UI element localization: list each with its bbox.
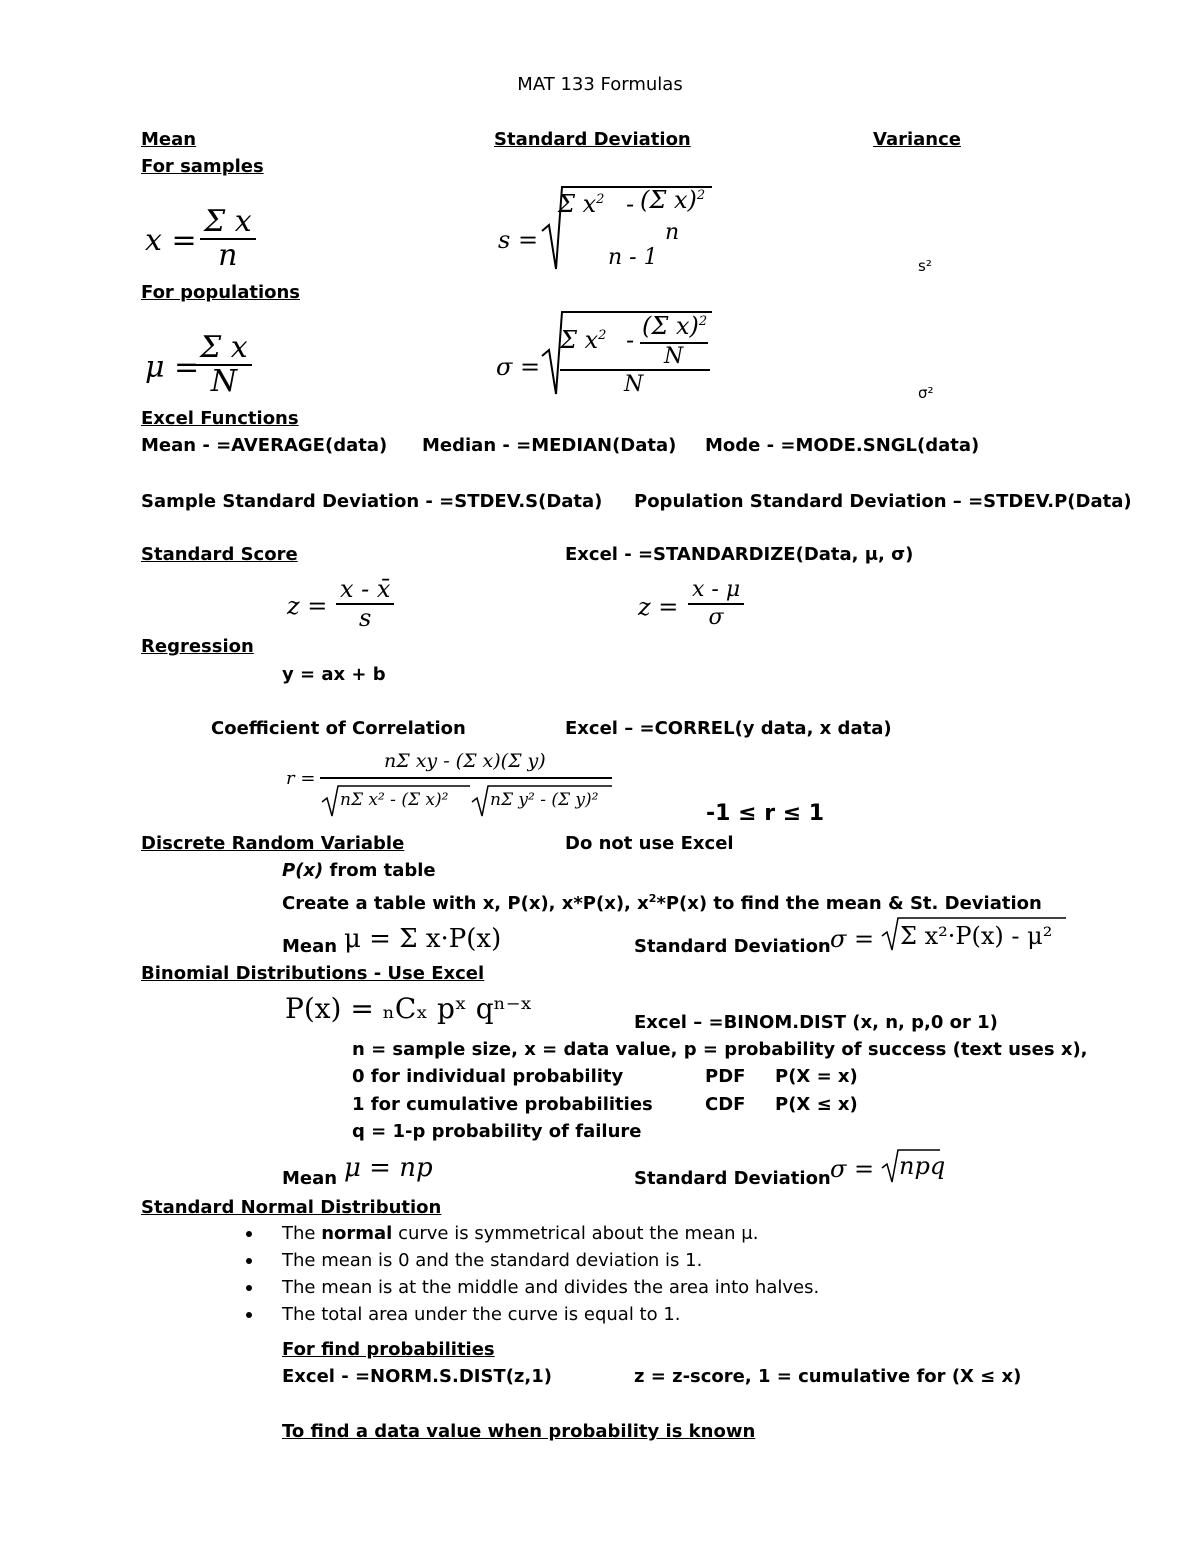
- find-data-heading: To find a data value when probability is known: [282, 1421, 756, 1442]
- regression-heading: Regression: [141, 636, 254, 657]
- list-item: The mean is 0 and the standard deviation is 1.: [282, 1247, 819, 1274]
- sample-mean-fraction: [200, 206, 256, 272]
- excel-pop-sd: Population Standard Deviation – =STDEV.P(Data): [634, 491, 1132, 512]
- sample-variance: s²: [918, 257, 932, 275]
- discrete-mean-label: Mean: [282, 936, 338, 957]
- sample-sd-den: n - 1: [608, 245, 658, 270]
- z-pop-fraction: [688, 577, 744, 631]
- normal-bullets: [282, 1220, 819, 1328]
- discrete-sd-label: Standard Deviation: [634, 936, 831, 957]
- binom-one-label: 1 for cumulative probabilities: [352, 1094, 653, 1115]
- standardize-excel: Excel - =STANDARDIZE(Data, μ, σ): [565, 544, 914, 565]
- binom-sd-lhs: σ =: [830, 1155, 875, 1183]
- list-item: The total area under the curve is equal to 1.: [282, 1301, 819, 1328]
- pop-sd-inner-den: N: [664, 344, 684, 369]
- z-pop-den: σ: [708, 605, 724, 630]
- r-lhs: r =: [286, 768, 316, 789]
- sample-mean-num: Σ x: [204, 204, 252, 239]
- sample-sd-num-a: Σ $x^2$: [558, 190, 605, 218]
- pop-sd-lhs: σ =: [496, 353, 541, 381]
- list-item: The normal curve is symmetrical about the mean μ.: [282, 1220, 819, 1247]
- r-den-y: nΣ y² - (Σ y)²: [490, 790, 599, 810]
- binom-sd-inner: npq: [899, 1152, 946, 1180]
- r-range: -1 ≤ r ≤ 1: [706, 801, 825, 826]
- page-title: MAT 133 Formulas: [517, 74, 683, 95]
- correlation-label: Coefficient of Correlation: [211, 718, 466, 739]
- create-table-text: Create a table with x, P(x), x*P(x), $x^2*P(x)$ to find the mean & St. Deviation: [282, 892, 1042, 914]
- z-pop-lhs: z =: [638, 593, 679, 621]
- binomial-formula: P(x) = ₙCₓ pˣ qⁿ⁻ˣ: [285, 992, 533, 1025]
- binom-excel: Excel – =BINOM.DIST (x, n, p,0 or 1): [634, 1012, 998, 1033]
- binom-mean-formula: μ = np: [344, 1153, 433, 1183]
- pop-sd-num-b: (Σ x)$^2$: [642, 312, 708, 340]
- find-prob-heading: For find probabilities: [282, 1339, 495, 1360]
- regression-line: y = ax + b: [282, 664, 386, 685]
- samples-label: For samples: [141, 156, 264, 177]
- populations-label: For populations: [141, 282, 301, 303]
- binom-definitions: n = sample size, x = data value, p = probability of success (text uses x),: [352, 1039, 1088, 1060]
- sample-sd-lhs: s =: [498, 226, 539, 254]
- pdf-expr: P(X = x): [775, 1066, 858, 1087]
- correl-excel: Excel – =CORREL(y data, x data): [565, 718, 892, 739]
- pop-mean-num: Σ x: [200, 330, 248, 365]
- excel-sample-sd: Sample Standard Deviation - =STDEV.S(Data): [141, 491, 603, 512]
- sample-mean-lhs: x =: [145, 223, 197, 258]
- binom-mean-label: Mean: [282, 1168, 338, 1189]
- sample-sd-inner-den: n: [665, 220, 680, 245]
- pop-mean-lhs: μ =: [145, 350, 200, 385]
- sd-header: Standard Deviation: [494, 129, 691, 150]
- z-score-num: x - x̄: [340, 575, 391, 603]
- bullet-dot-icon: [246, 1312, 252, 1318]
- discrete-mean-formula: μ = Σ x·P(x): [344, 924, 502, 954]
- bullet-dot-icon: [246, 1231, 252, 1237]
- binom-q: q = 1-p probability of failure: [352, 1121, 642, 1142]
- z-note: z = z-score, 1 = cumulative for (X ≤ x): [634, 1366, 1022, 1387]
- normal-heading: Standard Normal Distribution: [141, 1197, 442, 1218]
- z-score-den: s: [359, 604, 372, 632]
- mean-header: Mean: [141, 129, 197, 150]
- z-score-fraction: [336, 576, 394, 632]
- excel-median: Median - =MEDIAN(Data): [422, 435, 677, 456]
- standard-score-heading: Standard Score: [141, 544, 298, 565]
- binomial-heading: Binomial Distributions - Use Excel: [141, 963, 485, 984]
- px-from-table: P(x) from table: [282, 860, 436, 881]
- binom-sd-label: Standard Deviation: [634, 1168, 831, 1189]
- bullet-dot-icon: [246, 1258, 252, 1264]
- sample-mean-den: n: [218, 238, 238, 273]
- pop-mean-fraction: [196, 332, 252, 398]
- r-den-x: nΣ x² - (Σ x)²: [340, 790, 449, 810]
- z-score-lhs: z =: [287, 592, 328, 620]
- pdf-label: PDF: [705, 1066, 746, 1087]
- pop-mean-den: N: [210, 364, 237, 399]
- variance-header: Variance: [873, 129, 961, 150]
- pop-sd-num-a: Σ $x^2$: [560, 326, 607, 354]
- pop-sd-den: N: [624, 372, 644, 397]
- bullet-dot-icon: [246, 1285, 252, 1291]
- excel-mode: Mode - =MODE.SNGL(data): [705, 435, 980, 456]
- discrete-sd-inner: Σ x²·P(x) - μ²: [900, 922, 1053, 950]
- cdf-label: CDF: [705, 1094, 746, 1115]
- z-pop-num: x - μ: [692, 577, 741, 602]
- sample-sd-minus: -: [626, 190, 635, 218]
- pop-sd-minus: -: [626, 326, 635, 354]
- excel-functions-heading: Excel Functions: [141, 408, 299, 429]
- discrete-note: Do not use Excel: [565, 833, 734, 854]
- pop-variance: σ²: [918, 384, 934, 402]
- binom-zero-label: 0 for individual probability: [352, 1066, 624, 1087]
- sample-sd-num-b: (Σ x)$^2$: [640, 186, 706, 214]
- list-item: The mean is at the middle and divides the area into halves.: [282, 1274, 819, 1301]
- discrete-sd-lhs: σ =: [830, 925, 875, 953]
- discrete-heading: Discrete Random Variable: [141, 833, 405, 854]
- cdf-expr: P(X ≤ x): [775, 1094, 858, 1115]
- excel-mean: Mean - =AVERAGE(data): [141, 435, 388, 456]
- norm-excel: Excel - =NORM.S.DIST(z,1): [282, 1366, 552, 1387]
- r-numerator: nΣ xy - (Σ x)(Σ y): [384, 750, 546, 772]
